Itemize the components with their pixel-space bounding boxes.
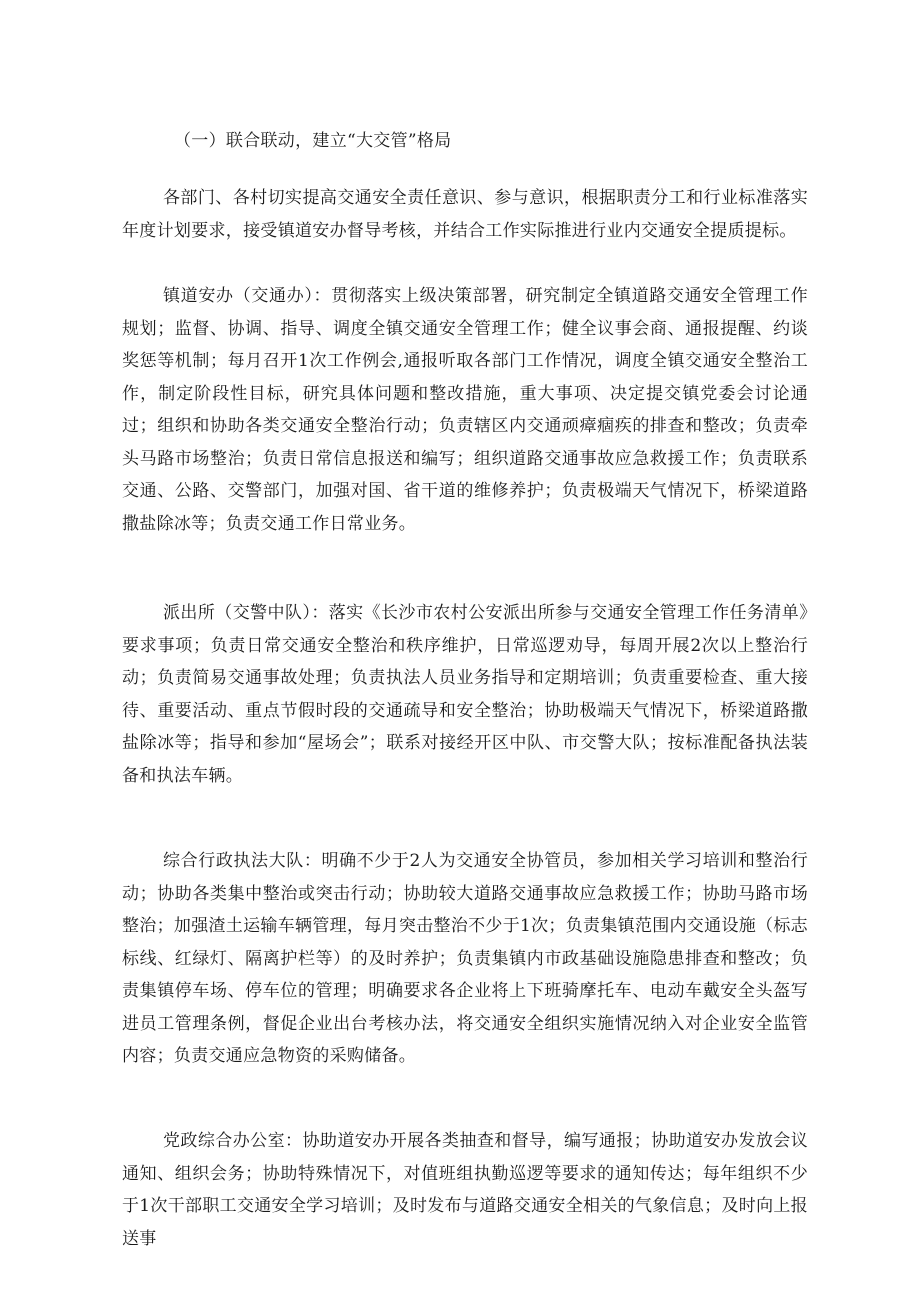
paragraph-traffic-safety-office: 镇道安办（交通办）：贯彻落实上级决策部署，研究制定全镇道路交通安全管理工作规划；监督、协调、指导、调度全镇交通安全管理工作；健全议事会商、通报提醒、约谈奖惩等机制；每月召开1次工作例会,通报听取各部门工作情况，调度全镇交通安全整治工作，制定阶段性目标，研究具体问题和整改措施，重大事项、决定提交镇党委会讨论通过；组织和协助各类交通安全整治行动；负责辖区内交通顽瘴痼疾的排查和整改；负责牵头马路市场整治；负责日常信息报送和编写；组织道路交通事故应急救援工作；负责联系交通、公路、交警部门，加强对国、省干道的维修养护；负责极端天气情况下，桥梁道路撒盐除冰等；负责交通工作日常业务。	[122, 286, 808, 534]
section-heading: （一）联合联动，建立“大交管”格局	[174, 131, 452, 151]
paragraph-law-enforcement-brigade: 综合行政执法大队：明确不少于2人为交通安全协管员，参加相关学习培训和整治行动；协助各类集中整治或突击行动；协助较大道路交通事故应急救援工作；协助马路市场整治；加强渣土运输车辆管理，每月突击整治不少于1次；负责集镇范围内交通设施（标志标线、红绿灯、隔离护栏等）的及时养护；负责集镇内市政基础设施隐患排查和整改；负责集镇停车场、停车位的管理；明确要求各企业将上下班骑摩托车、电动车戴安全头盔写进员工管理条例，督促企业出台考核办法，将交通安全组织实施情况纳入对企业安全监管内容；负责交通应急物资的采购储备。	[122, 851, 808, 1066]
paragraph-general-duties: 各部门、各村切实提高交通安全责任意识、参与意识，根据职责分工和行业标准落实年度计划要求，接受镇道安办督导考核，并结合工作实际推进行业内交通安全提质提标。	[122, 188, 808, 241]
paragraph-party-office: 党政综合办公室：协助道安办开展各类抽查和督导，编写通报；协助道安办发放会议通知、组织会务；协助特殊情况下，对值班组执勤巡逻等要求的通知传达；每年组织不少于1次干部职工交通安全学习培训；及时发布与道路交通安全相关的气象信息；及时向上报送事	[122, 1131, 808, 1249]
paragraph-police-station: 派出所（交警中队）：落实《长沙市农村公安派出所参与交通安全管理工作任务清单》要求事项；负责日常交通安全整治和秩序维护，日常巡逻劝导，每周开展2次以上整治行动；负责简易交通事故处理；负责执法人员业务指导和定期培训；负责重要检查、重大接待、重要活动、重点节假时段的交通疏导和安全整治；协助极端天气情况下，桥梁道路撒盐除冰等；指导和参加“屋场会”；联系对接经开区中队、市交警大队；按标准配备执法装备和执法车辆。	[122, 603, 808, 786]
